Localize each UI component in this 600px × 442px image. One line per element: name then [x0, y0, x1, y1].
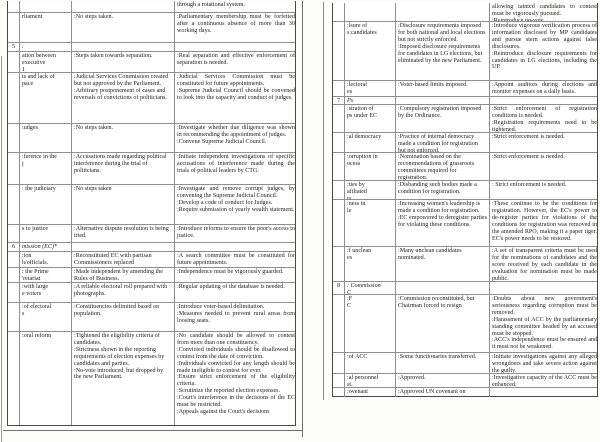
- cell-line: :Approved.: [398, 375, 426, 381]
- cell-line: :Judicial Services Commission created but not approved by the Parliament.: [74, 74, 169, 87]
- cell-line: e voters: [22, 290, 42, 297]
- cell-line: ts and lack of: [22, 74, 55, 80]
- cell-line: : Commission: [347, 283, 381, 289]
- cell-line: :Steps taken towards separation.: [74, 53, 153, 59]
- cell-line: :Regular updating of the database is needed.: [177, 284, 285, 290]
- cell-line: allowing tainted candidates to contest must be vigorously pursued.: [492, 4, 597, 17]
- table-row: [8, 268, 295, 283]
- cell-line: :Appeals against the Court's decisions: [177, 408, 270, 415]
- cell-status: [396, 153, 490, 180]
- cell-line: :Arbitrary postponement of cases and reversals of convictions of politicians.: [74, 87, 167, 101]
- cell-topic: [20, 1, 72, 12]
- cell-topic: [20, 43, 72, 51]
- cell-topic: [345, 105, 396, 132]
- cell-topic: [345, 3, 396, 21]
- cell-recommendation: [175, 268, 295, 282]
- cell-recommendation: [490, 3, 597, 21]
- cell-recommendation: [175, 73, 295, 123]
- cell-status: [72, 153, 175, 184]
- cell-recommendation: [175, 332, 295, 425]
- cell-line: :A set of transparent criteria must be used for the nominations of candidates and the score received by each candidate in the evaluation for nomination must be made public.: [492, 248, 597, 281]
- cell-status: [396, 81, 490, 96]
- cell-line: :No steps taken.: [74, 14, 114, 20]
- table-row: [333, 105, 597, 133]
- cell-row-number: [8, 185, 20, 224]
- cell-line: :lectoral: [347, 82, 367, 88]
- cell-line: :Investigate and remove corrupt judges, by convening the Supreme Judicial Council.: [177, 186, 295, 199]
- cell-line: :Doubts about new government's seriousness regarding corruption must be removed.: [492, 296, 597, 316]
- cell-line: :Imposed disclosure requirements for candidates in LG elections, but eliminated by the new Parliament.: [398, 43, 483, 64]
- cell-line: :F: [347, 296, 353, 302]
- cell-line: :Voter-based limits imposed.: [398, 82, 468, 88]
- cell-row-number: [8, 268, 20, 282]
- cell-topic: [20, 252, 72, 267]
- left-table: [7, 1, 296, 426]
- cell-topic: [345, 81, 396, 96]
- cell-line: h/officials.: [22, 259, 49, 266]
- cell-line: :Parliamentary membership must be forfeited after a continuous absence of more than 30 working days.: [177, 14, 295, 34]
- cell-line: :Accusations made regarding political interference during the trial of politicians.: [74, 154, 167, 174]
- cell-row-number: 6: [8, 243, 20, 251]
- cell-line: :Strict enforcement is needed.: [492, 134, 565, 140]
- cell-line: :with large: [22, 284, 49, 290]
- cell-line: :A reliable electoral roll prepared with photographs.: [74, 284, 168, 297]
- cell-row-number: [8, 13, 20, 42]
- cell-row-number: [333, 388, 345, 397]
- cell-line: s:candidates: [347, 29, 377, 36]
- cell-line: s to justice: [22, 226, 49, 232]
- cell-line: :Strictness shown in the reporting requirements of election expenses by candidates and parties.: [74, 346, 165, 367]
- table-row: [8, 153, 295, 185]
- cell-line: :ACC's independence must be ensured and it must not be weakened.: [492, 337, 597, 351]
- cell-line: .: [22, 44, 24, 50]
- cell-line: rs: [347, 195, 352, 199]
- cell-status: [72, 332, 175, 425]
- cell-line: : the Prime: [22, 269, 49, 275]
- cell-line: :Alternative dispute resolution is being tried.: [74, 226, 169, 239]
- cell-line: :ties by: [347, 182, 365, 188]
- cell-line: :Scrutinize the reported election expenses.: [177, 388, 281, 395]
- cell-recommendation: [490, 97, 597, 104]
- cell-line: :orruption in: [347, 154, 378, 160]
- table-row: [333, 22, 597, 81]
- cell-status: [72, 303, 175, 331]
- cell-status: [72, 124, 175, 152]
- cell-recommendation: [490, 105, 597, 132]
- cell-recommendation: [490, 22, 597, 80]
- cell-line: : Strict enforcement is needed.: [492, 182, 567, 188]
- cell-recommendation: [175, 283, 295, 302]
- cell-line: :al personnel: [347, 375, 379, 381]
- cell-recommendation: [175, 303, 295, 331]
- cell-topic: [345, 200, 396, 246]
- cell-topic: [345, 374, 396, 387]
- table-row: [8, 243, 295, 252]
- cell-line: 1: [22, 66, 26, 72]
- cell-topic: [20, 124, 72, 152]
- cell-line: j: [22, 160, 24, 167]
- cell-line: :Convicted individuals should be disallowed to contest from the date of conviction.: [177, 346, 295, 360]
- cell-line: :Introduce vigorous verification process of information disclosed by MP candidates and pursue stern actions against false disclosures.: [492, 23, 597, 50]
- cell-status: [72, 13, 175, 42]
- cell-topic: [20, 225, 72, 242]
- table-row: [8, 252, 295, 268]
- cell-line: :lsure of: [347, 23, 368, 29]
- cell-row-number: [333, 181, 345, 199]
- cell-line: :of electoral: [22, 304, 52, 310]
- cell-status: [72, 268, 175, 282]
- cell-recommendation: [175, 1, 295, 12]
- cell-status: [396, 105, 490, 132]
- cell-topic: [345, 295, 396, 352]
- cell-recommendation: [490, 181, 597, 199]
- table-row: [8, 52, 295, 73]
- cell-topic: [345, 353, 396, 373]
- cell-line: ps under EC: [347, 112, 378, 119]
- cell-recommendation: [490, 81, 597, 96]
- table-row: [333, 374, 597, 388]
- cell-status: [72, 1, 175, 12]
- cell-line: :Supreme Judicial Council should be convened to look into the capacity and conduct of judges.: [177, 87, 295, 101]
- cell-status: [396, 353, 490, 373]
- cell-line: C: [347, 302, 352, 309]
- cell-line: :Introduce voter-based delimitation.: [177, 304, 265, 310]
- cell-recommendation: [490, 295, 597, 352]
- cell-line: :Practice of internal democracy made a condition for registration but not enforced.: [398, 134, 478, 152]
- cell-row-number: [8, 225, 20, 242]
- cell-row-number: [333, 105, 345, 132]
- cell-line: :No-vote introduced, but dropped by the new Parliament.: [74, 367, 164, 381]
- cell-line: es: [347, 254, 353, 261]
- cell-recommendation: [175, 43, 295, 51]
- table-row: [8, 1, 295, 13]
- cell-line: : the judiciary: [22, 186, 56, 192]
- cell-topic: [20, 153, 72, 184]
- cell-line: :Commission reconstituted, but Chairman forced to resign: [398, 296, 475, 309]
- cell-status: [396, 295, 490, 352]
- table-row: [333, 81, 597, 97]
- cell-recommendation: [175, 225, 295, 242]
- cell-recommendation: [175, 124, 295, 152]
- cell-line: :Appoint auditors during elections and monitor expenses on a daily basis.: [492, 82, 597, 95]
- cell-line: C: [347, 289, 352, 294]
- table-row: [8, 185, 295, 225]
- cell-line: :A search committee must be constituted for future appointments.: [177, 253, 295, 266]
- cell-line: through a rotational system.: [177, 2, 246, 8]
- cell-line: :These continue to be the conditions for registration. However, the EC's power to de-register parties for violations of the conditions for registration was removed in the amended RPO, making it a paper tiger. EC's power needs to be restored.: [492, 201, 597, 242]
- table-row: [8, 332, 295, 425]
- table-row: [333, 153, 597, 181]
- cell-status: [72, 52, 175, 72]
- table-row: [333, 388, 597, 397]
- cell-line: :Require submission of yearly wealth statement.: [177, 206, 295, 213]
- cell-line: :Some functionaries transferred.: [398, 354, 477, 360]
- table-row: [333, 282, 597, 295]
- cell-topic: [20, 52, 72, 72]
- cell-row-number: [333, 22, 345, 80]
- cell-recommendation: [490, 388, 597, 397]
- cell-line: :Disclosure requirements imposed for both national and local elections but not strictly enforced.: [398, 23, 486, 43]
- cell-status: [396, 97, 490, 104]
- cell-topic: [345, 133, 396, 152]
- cell-row-number: [8, 332, 20, 425]
- cell-recommendation: [490, 374, 597, 387]
- cell-line: :Real separation and effective enforcement of separation is needed.: [177, 53, 295, 66]
- table-row: [333, 97, 597, 105]
- cell-line: :Court's interference in the decisions of the EC must be restricted.: [177, 395, 295, 409]
- table-row: [333, 133, 597, 153]
- cell-topic: [20, 268, 72, 282]
- table-row: [333, 200, 597, 247]
- cell-line: :Individuals convicted for any length should be made ineligible to contest for ever.: [177, 360, 295, 374]
- cell-line: :Many unclean candidates nominated.: [398, 248, 462, 261]
- cell-line: :Harassment of ACC by the parliamentary standing committee headed by an accused must be stopped.: [492, 316, 597, 337]
- cell-status: [72, 283, 175, 302]
- cell-line: Ps: [347, 98, 354, 104]
- cell-status: [72, 252, 175, 267]
- cell-row-number: [333, 81, 345, 96]
- cell-line: :udges: [22, 125, 38, 131]
- cell-line: :Investigate whether due diligence was shown in recommending the appointment of judges.: [177, 125, 295, 138]
- cell-line: :ference in the: [22, 154, 57, 160]
- cell-row-number: 8: [333, 282, 345, 294]
- cell-line: :Convene Supreme Judicial Council.: [177, 138, 267, 145]
- cell-row-number: [8, 124, 20, 152]
- cell-line: :Nomination based on the recommendations of grassroots committees required for registration.: [398, 154, 475, 180]
- cell-row-number: [333, 295, 345, 352]
- cell-line: :oral reform: [22, 333, 52, 339]
- left-table-outer-border: [302, 1, 303, 437]
- cell-line: :Investigative capacity of the ACC must be enhanced.: [492, 375, 597, 387]
- cell-line: :Made independent by amending the Rules of Business.: [74, 269, 164, 282]
- cell-line: :of ACC: [347, 354, 368, 360]
- cell-line: :Reintroduce disclosure requirements for candidates in LG elections, including the UP.: [492, 50, 597, 71]
- table-row: [8, 73, 295, 124]
- cell-row-number: [8, 252, 20, 267]
- cell-status: [396, 22, 490, 80]
- table-row: [8, 303, 295, 332]
- cell-topic: [20, 73, 72, 123]
- cell-recommendation: [175, 13, 295, 42]
- cell-line: mission (EC)*: [22, 244, 58, 250]
- cell-row-number: [333, 247, 345, 281]
- cell-topic: [20, 185, 72, 224]
- cell-row-number: [333, 353, 345, 373]
- cell-topic: [345, 97, 396, 104]
- table-row: [8, 124, 295, 153]
- cell-row-number: [8, 283, 20, 302]
- cell-topic: [20, 13, 72, 42]
- cell-topic: [345, 388, 396, 397]
- cell-recommendation: [490, 200, 597, 246]
- cell-line: :Disbanding such bodies made a condition for registration.: [398, 182, 477, 195]
- table-row: [333, 247, 597, 282]
- cell-line: rliament: [22, 14, 43, 20]
- cell-row-number: [8, 153, 20, 184]
- table-row: [8, 283, 295, 303]
- cell-line: :Constituencies delimited based on population.: [74, 304, 160, 317]
- cell-line: :Measures needed to prevent rural areas from loosing seats.: [177, 310, 295, 324]
- cell-line: :Reintroduce no-vote.: [492, 17, 546, 21]
- cell-line: 'retariat: [22, 275, 41, 282]
- table-row: [8, 13, 295, 43]
- cell-topic: [20, 303, 72, 331]
- cell-topic: [345, 247, 396, 281]
- cell-topic: [345, 153, 396, 180]
- cell-topic: [345, 282, 396, 294]
- right-table: [332, 3, 598, 397]
- cell-line: afiliated: [347, 188, 367, 195]
- cell-line: :stration of: [347, 106, 374, 112]
- cell-line: ocess: [347, 160, 361, 167]
- table-row: [8, 225, 295, 243]
- cell-line: executive: [22, 59, 46, 66]
- cell-line: :al democracy: [347, 134, 382, 140]
- cell-status: [396, 388, 490, 397]
- cell-line: :Strict enforcement of registration conditions is needed.: [492, 106, 597, 119]
- table-row: [8, 43, 295, 52]
- cell-line: :Compulsory registration imposed by the Ordinance.: [398, 106, 482, 119]
- cell-row-number: [333, 153, 345, 180]
- cell-line: :ness in: [347, 201, 366, 207]
- right-page-edge-line: [323, 2, 324, 400]
- cell-recommendation: [175, 153, 295, 184]
- cell-row-number: [8, 73, 20, 123]
- cell-recommendation: [490, 153, 597, 180]
- cell-recommendation: [175, 243, 295, 251]
- cell-line: :Tightened the eligibility criteria of candidates.: [74, 333, 160, 346]
- table-row: [333, 295, 597, 353]
- cell-status: [396, 181, 490, 199]
- cell-recommendation: [490, 133, 597, 152]
- cell-status: [72, 185, 175, 224]
- cell-status: [72, 43, 175, 51]
- cell-status: [72, 73, 175, 123]
- table-row: [333, 181, 597, 200]
- cell-row-number: [333, 374, 345, 387]
- cell-topic: [20, 243, 72, 251]
- cell-topic: [20, 332, 72, 425]
- cell-line: :Ensure strict enforcement of the eligibility criteria.: [177, 374, 295, 388]
- cell-line: st.: [347, 381, 353, 387]
- cell-line: :ovenant: [347, 389, 368, 395]
- cell-line: ation between: [22, 53, 57, 59]
- cell-row-number: [333, 133, 345, 152]
- cell-row-number: [8, 303, 20, 331]
- cell-row-number: [333, 3, 345, 21]
- cell-row-number: [333, 200, 345, 246]
- cell-status: [72, 243, 175, 251]
- cell-line: :Initiate independent investigations of specific accusations of interference made during the trials of political leaders by CTG.: [177, 154, 295, 174]
- cell-line: :Reconstituted EC with partisan Commissioners replaced: [74, 253, 152, 266]
- cell-line: :No candidate should be allowed to contest from more than one constituency.: [177, 333, 295, 346]
- cell-row-number: 7: [333, 97, 345, 104]
- cell-recommendation: [490, 282, 597, 294]
- cell-status: [72, 225, 175, 242]
- cell-recommendation: [175, 185, 295, 224]
- cell-line: :Judicial Services Commission must be constituted for future appointments.: [177, 74, 295, 87]
- cell-line: :EC empowered to deregister parties for violating these conditions.: [398, 214, 488, 228]
- cell-row-number: [8, 52, 20, 72]
- cell-recommendation: [490, 247, 597, 281]
- cell-status: [396, 374, 490, 387]
- cell-topic: [20, 283, 72, 302]
- cell-status: [396, 3, 490, 21]
- cell-line: :Independence must be vigorously guarded.: [177, 269, 284, 275]
- table-row: [333, 353, 597, 374]
- table-row: [333, 3, 597, 22]
- cell-status: [396, 282, 490, 294]
- cell-topic: [345, 181, 396, 199]
- cell-line: :No steps taken.: [74, 125, 114, 131]
- cell-status: [396, 200, 490, 246]
- cell-line: :Approved UN covenant on: [398, 389, 466, 395]
- cell-line: :Registration requirements need to be tightened.: [492, 119, 597, 132]
- cell-line: :Develop a code of conduct for Judges.: [177, 199, 273, 206]
- cell-line: :f unclean: [347, 248, 372, 254]
- cell-recommendation: [175, 52, 295, 72]
- cell-line: es: [347, 88, 353, 95]
- cell-line: :No steps taken: [74, 186, 112, 192]
- scan-edge-line: [1, 56, 2, 442]
- cell-status: [396, 133, 490, 152]
- cell-topic: [345, 22, 396, 80]
- cell-line: s: [22, 310, 25, 317]
- cell-line: :Increasing women's leadership is made a condition for registration.: [398, 201, 481, 214]
- cell-line: :ion: [22, 253, 32, 259]
- cell-status: [396, 247, 490, 281]
- cell-row-number: [8, 1, 20, 12]
- cell-line: le: [347, 207, 352, 214]
- left-table-outer-border-bottom: [3, 430, 303, 431]
- cell-line: :Introduce reforms to ensure the poor's access to justice.: [177, 226, 295, 239]
- cell-recommendation: [175, 252, 295, 267]
- cell-recommendation: [490, 353, 597, 373]
- cell-line: pace: [22, 80, 34, 87]
- cell-line: :Strict enforcement is needed.: [492, 154, 565, 160]
- cell-row-number: 5: [8, 43, 20, 51]
- cell-line: :Initiate investigations against any alleged wrongdoers and take severe action against the guilty.: [492, 354, 597, 373]
